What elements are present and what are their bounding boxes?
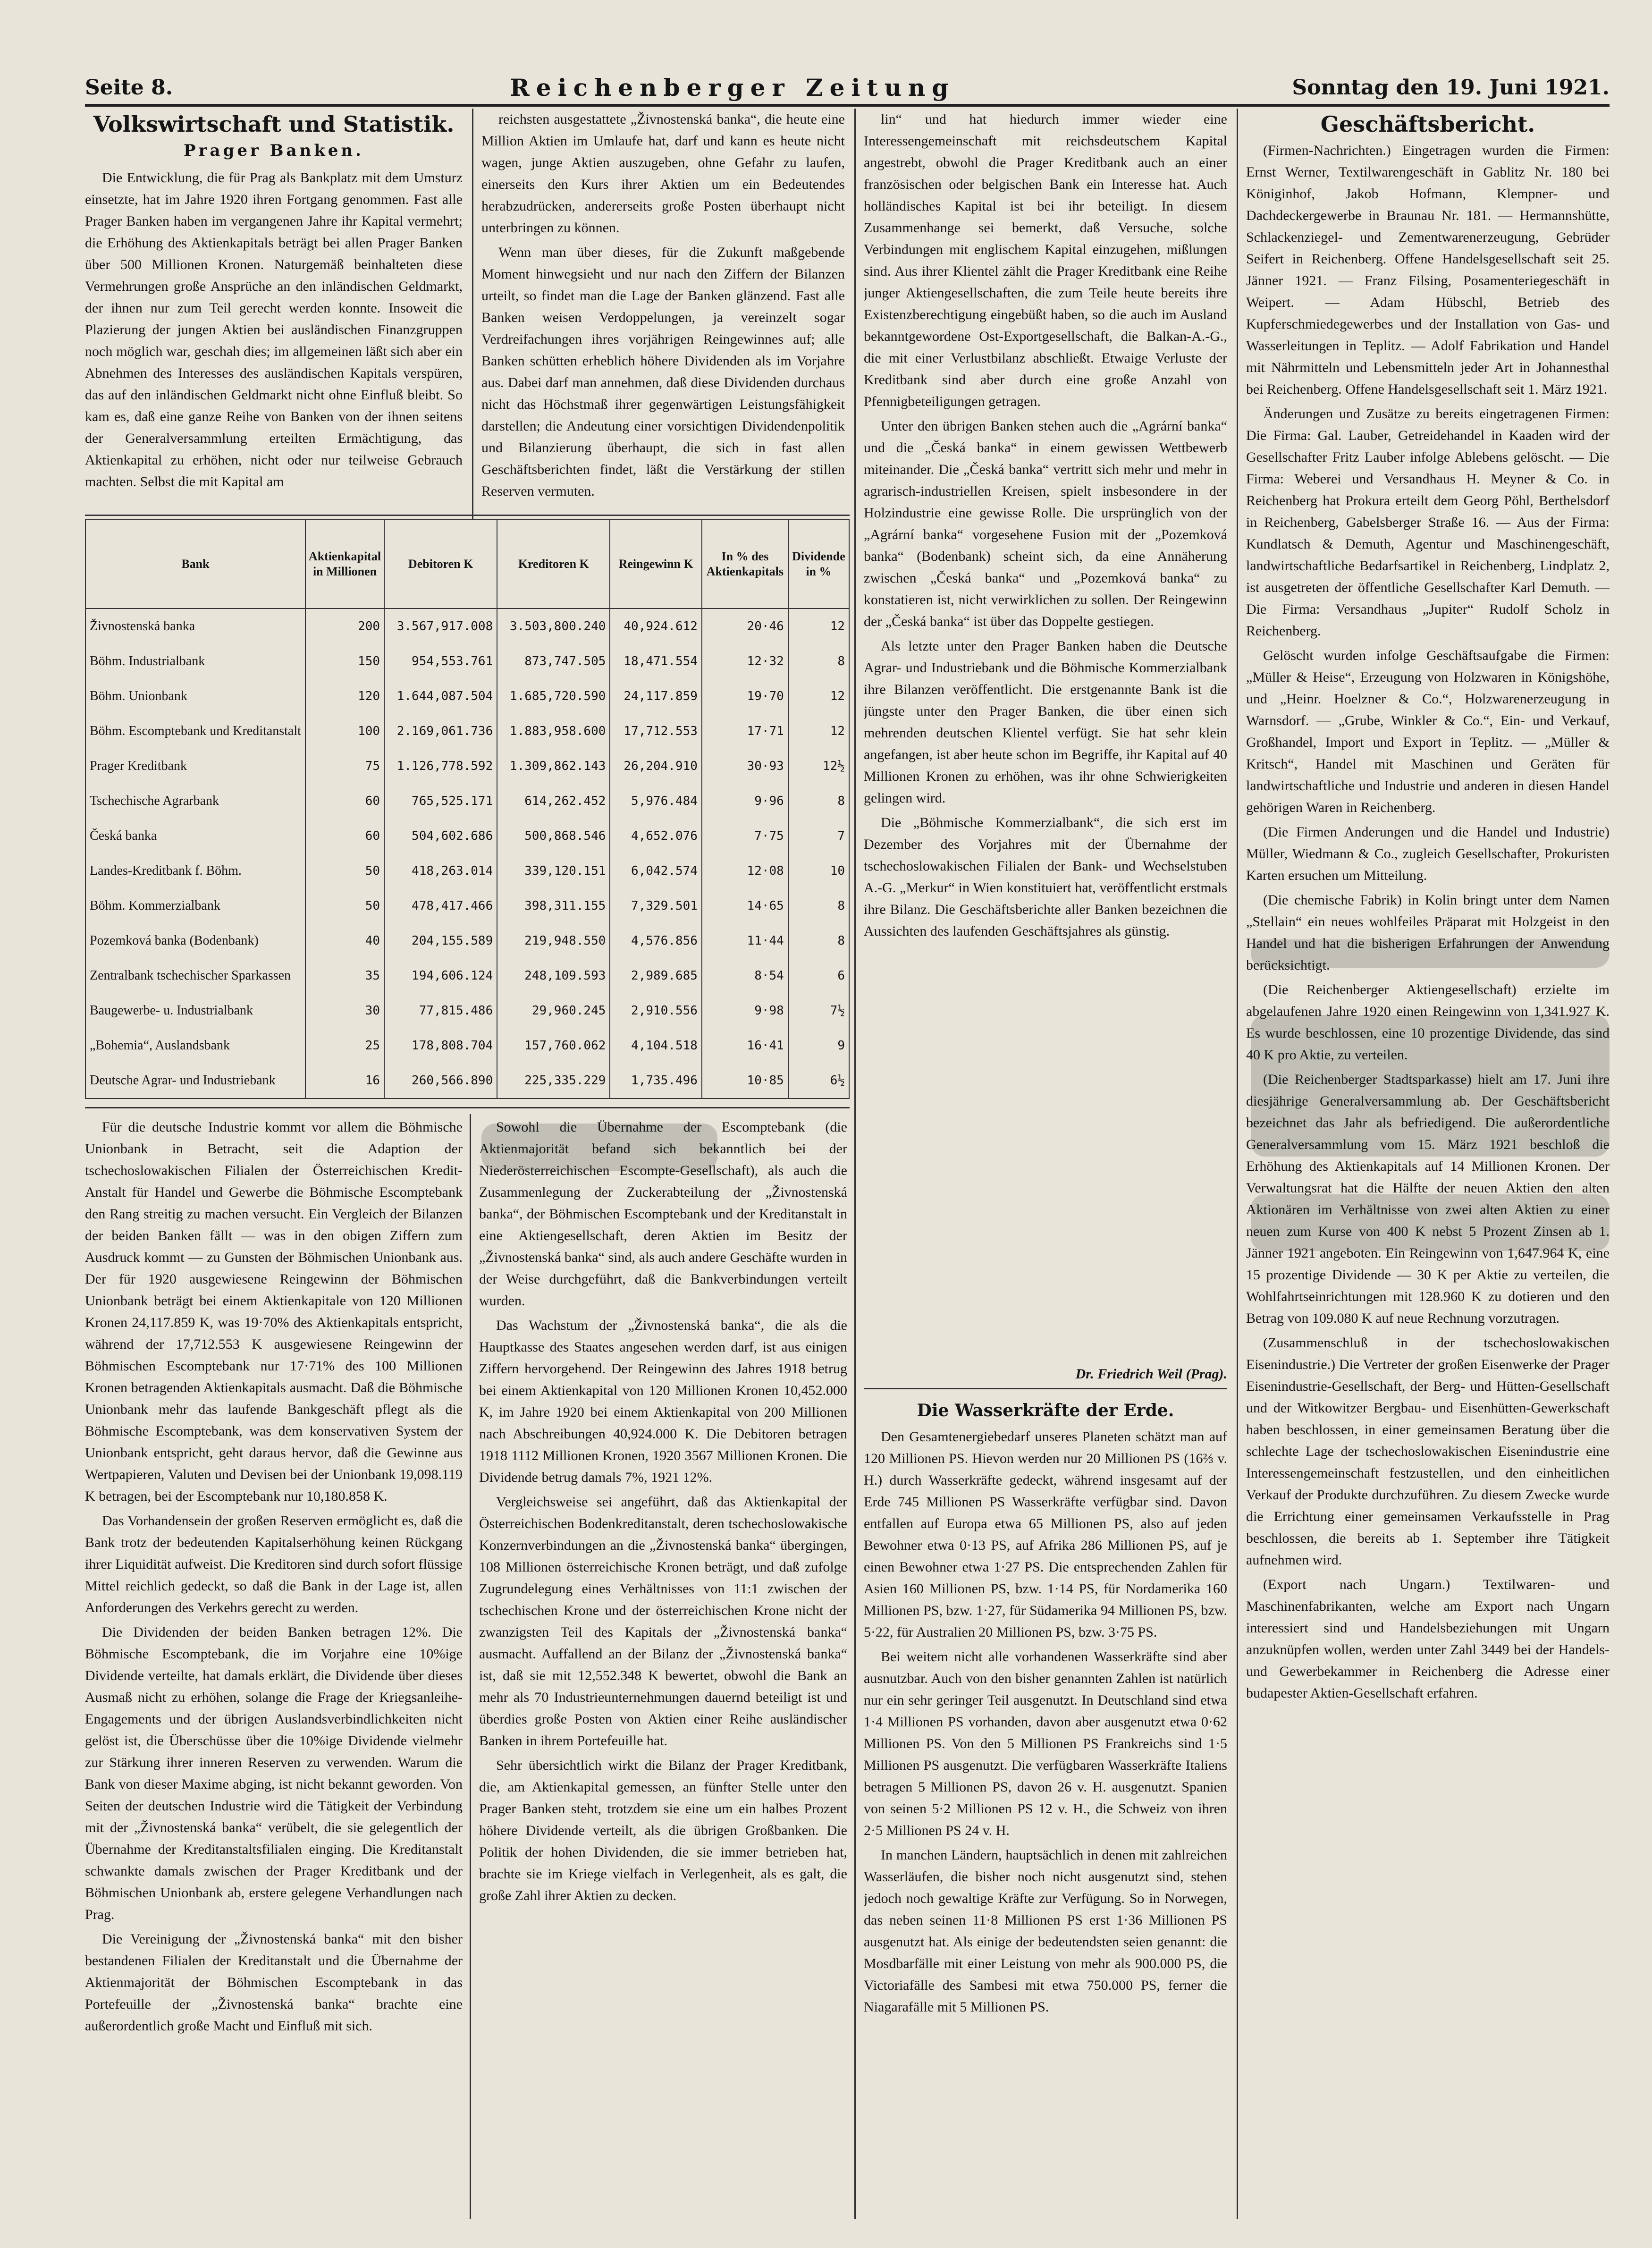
table-cell: 248,109.593 bbox=[497, 958, 610, 993]
economy-col3 bbox=[864, 109, 1227, 1355]
table-cell: 2.169,061.736 bbox=[384, 714, 497, 749]
table-cell: 7,329.501 bbox=[610, 888, 702, 923]
bank-name-cell: Böhm. Industrialbank bbox=[85, 644, 305, 679]
table-cell: 11·44 bbox=[702, 923, 788, 958]
economy-subtitle: Prager Banken. bbox=[184, 141, 364, 160]
business-paragraph: (Die Firmen Anderungen und die Handel und Industrie) Müller, Wiedmann & Co., zugleich Gesellschafter, Prokuristen Karten ersuchen um Mitteilung. bbox=[1246, 824, 1610, 883]
table-cell: 418,263.014 bbox=[384, 854, 497, 888]
column-rule-4 bbox=[470, 1114, 471, 2219]
table-cell: 4,652.076 bbox=[610, 819, 702, 854]
article-byline: Dr. Friedrich Weil (Prag). bbox=[1075, 1366, 1227, 1382]
table-cell: 150 bbox=[305, 644, 384, 679]
page-header bbox=[85, 71, 1610, 107]
bank-name-cell: Baugewerbe- u. Industrialbank bbox=[85, 993, 305, 1028]
economy-col3-paragraph: Als letzte unter den Prager Banken haben die Deutsche Agrar- und Industriebank und die Böhmische Kommerzialbank ihre Bilanzen veröffentlicht. Die erstgenannte Bank ist die jüngste unter den Prager Banken, die über einen sich mehrenden deutschen Klientel verfügt. Sie hat sehr klein angefangen, ist aber heute schon im Begriffe, ihr Kapital auf 40 Millionen Kronen zu erhöhen, was ihr ohne Schwierigkeiten gelingen wird. bbox=[864, 638, 1227, 806]
table-cell: 6½ bbox=[788, 1063, 849, 1099]
ink-smudge bbox=[1251, 1194, 1610, 1251]
table-cell: 10·85 bbox=[702, 1063, 788, 1099]
economy-body-paragraph: Das Vorhandensein der großen Reserven ermöglicht es, daß die Bank trotz der bedeutenden Kapitalserhöhung keinen Rückgang ihrer Liquidität aufweist. Die Kreditoren sind durch sofort flüssige Mittel reichlich gedeckt, so daß die Bank in der Lage ist, allen Anforderungen des Verkehrs gerecht zu werden. bbox=[85, 1513, 463, 1615]
table-cell: 478,417.466 bbox=[384, 888, 497, 923]
table-row bbox=[85, 1063, 849, 1099]
table-cell: 2,989.685 bbox=[610, 958, 702, 993]
business-paragraph: (Export nach Ungarn.) Textilwaren- und Maschinenfabrikanten, welche am Export nach Ungarn interessiert sind und Handelsbeziehungen mit Ungarn anzuknüpfen wollen, werden unter Zahl 3449 bei der Handels- und Gewerbekammer in Reichenberg die Adresse einer budapester Aktien-Gesellschaft erfahren. bbox=[1246, 1577, 1610, 1701]
table-header: Reingewinn K bbox=[610, 520, 702, 608]
table-cell: 25 bbox=[305, 1028, 384, 1063]
table-cell: 10 bbox=[788, 854, 849, 888]
table-cell: 29,960.245 bbox=[497, 993, 610, 1028]
table-cell: 500,868.546 bbox=[497, 819, 610, 854]
table-header: Bank bbox=[85, 520, 305, 608]
table-header: In % des Aktienkapitals bbox=[702, 520, 788, 608]
table-cell: 260,566.890 bbox=[384, 1063, 497, 1099]
table-cell: 8 bbox=[788, 888, 849, 923]
table-row bbox=[85, 854, 849, 888]
table-cell: 4,576.856 bbox=[610, 923, 702, 958]
business-paragraph: (Die Reichenberger Aktiengesellschaft) erzielte im abgelaufenen Jahre 1920 einen Reingewinn von 1,341.927 K. Es wurde beschlossen, eine 10 prozentige Dividende, das sind 40 K pro Aktie, zu verteilen. bbox=[1246, 982, 1610, 1063]
table-cell: 20·46 bbox=[702, 608, 788, 644]
table-cell: 16·41 bbox=[702, 1028, 788, 1063]
table-cell: 60 bbox=[305, 784, 384, 819]
table-row bbox=[85, 679, 849, 714]
business-paragraph: (Zusammenschluß in der tschechoslowakischen Eisenindustrie.) Die Vertreter der großen Eisenwerke der Prager Eisenindustrie-Gesellschaft, der Berg- und Hütten-Gesellschaft und der Witkowitzer Bergbau- und Eisenhütten-Gewerkschaft haben beschlossen, in einer gemeinsamen Beratung über die schlechte Lage der tschechoslowakischen Eisenindustrie eine Interessengemeinschaft festzustellen, und den einheitlichen Verkauf der Produkte durchzuführen. Zu diesem Zwecke wurde die Errichtung einer gemeinsamen Verkaufsstelle in Prag beschlossen, die bereits ab 1. September ihre Tätigkeit aufnehmen wird. bbox=[1246, 1335, 1610, 1568]
table-header: Dividende in % bbox=[788, 520, 849, 608]
table-cell: 12½ bbox=[788, 749, 849, 784]
ink-smudge bbox=[1251, 1015, 1610, 1157]
table-cell: 30 bbox=[305, 993, 384, 1028]
economy-body-paragraph: Für die deutsche Industrie kommt vor allem die Böhmische Unionbank in Betracht, seit die Adaption der tschechoslowakischen Filialen der Österreichischen Kredit-Anstalt für Handel und Gewerbe die Böhmische Escomptebank den Rang streitig zu machen versucht. Ein Vergleich der Bilanzen der beiden Banken fällt — was in den obigen Ziffern zum Ausdruck kommt — zu Gunsten der Böhmischen Unionbank aus. Der für 1920 ausgewiesene Reingewinn der Böhmischen Unionbank beträgt bei einem Aktienkapitale von 120 Millionen Kronen 24,117.859 K, was 19·70% des Aktienkapitals entspricht, während der 17,712.553 K ausgewiesene Reingewinn der Böhmischen Escomptebank nur 17·71% des 100 Millionen Kronen betragenden Aktienkapitals ausmacht. Daß die Böhmische Unionbank mehr das laufende Bankgeschäft pflegt als die Böhmische Escomptebank, was dem konservativen System der Unionbank entspricht, geht daraus hervor, daß die Gewinne aus Wertpapieren, Valuten und Devisen bei der Unionbank 19,098.119 K betragen, bei der Escomptebank nur 10,180.858 K. bbox=[85, 1119, 463, 1504]
bank-name-cell: „Bohemia“, Auslandsbank bbox=[85, 1028, 305, 1063]
table-cell: 8 bbox=[788, 784, 849, 819]
table-cell: 219,948.550 bbox=[497, 923, 610, 958]
bank-name-cell: Prager Kreditbank bbox=[85, 749, 305, 784]
economy-section-title: Volkswirtschaft und Statistik. bbox=[93, 111, 455, 137]
table-cell: 24,117.859 bbox=[610, 679, 702, 714]
table-row bbox=[85, 784, 849, 819]
water-article-paragraph: Den Gesamtenergiebedarf unseres Planeten schätzt man auf 120 Millionen PS. Hievon werden nur 20 Millionen PS (16⅔ v. H.) durch Wasserkräfte gedeckt, während insgesamt auf der Erde 745 Millionen PS Wasserkräfte verfügbar sind. Davon entfallen auf Europa etwa 65 Millionen PS, also auf jeden Bewohner etwa 0·13 PS, auf Afrika 286 Millionen PS, auf je einen Bewohner etwa 1·27 PS. Die entsprechenden Zahlen für Asien 160 Millionen PS, bzw. 1·14 PS, für Nordamerika 160 Millionen PS, bzw. 1·27, für Südamerika 94 Millionen PS, bzw. 5·22, für Australien 20 Millionen PS, bzw. 3·75 PS. bbox=[864, 1429, 1227, 1640]
table-cell: 398,311.155 bbox=[497, 888, 610, 923]
economy-body-paragraph: Das Wachstum der „Živnostenská banka“, die als die Hauptkasse des Staates angesehen werden darf, ist aus einigen Ziffern hervorgehend. Der Reingewinn des Jahres 1918 betrug bei einem Aktienkapital von 120 Millionen Kronen 10,452.000 K, im Jahre 1920 bei einem Aktienkapital von 200 Millionen nach Abschreibungen 40,924.000 K. Die Debitoren betragen 1918 1112 Millionen Kronen, 1920 3567 Millionen Kronen. Die Dividende betrug damals 7%, 1921 12%. bbox=[479, 1318, 847, 1485]
table-cell: 200 bbox=[305, 608, 384, 644]
business-paragraph: Gelöscht wurden infolge Geschäftsaufgabe die Firmen: „Müller & Heise“, Erzeugung von Holzwaren in Königshöhe, und „Heinr. Hoelzner & Co.“, Holzwarenerzeugung in Warnsdorf. — „Grube, Winkler & Co.“, Ein- und Verkauf, Großhandel, Import und Export in Teplitz. — „Müller & Kritsch“, Handel mit Maschinen und Geräten für landwirtschaftliche und Industrie und anderen in diesen Handel gehörigen Waren in Reichenberg. bbox=[1246, 648, 1610, 815]
table-cell: 2,910.556 bbox=[610, 993, 702, 1028]
economy-body-paragraph: Sehr übersichtlich wirkt die Bilanz der Prager Kreditbank, die, am Aktienkapital gemessen, an fünfter Stelle unter den Prager Banken steht, trotzdem sie eine um ein halbes Prozent höhere Dividende verteilt, als die übrigen Großbanken. Die Politik der hohen Dividenden, die sie immer betrieben hat, brachte sie im Kriege vielfach in Verlegenheit, als es galt, die große Zahl ihrer Aktien zu decken. bbox=[479, 1758, 847, 1903]
bank-table-body bbox=[85, 608, 849, 1099]
newspaper-title: Reichenberger Zeitung bbox=[510, 73, 955, 101]
table-row bbox=[85, 819, 849, 854]
table-cell: 12·32 bbox=[702, 644, 788, 679]
table-row bbox=[85, 608, 849, 644]
table-cell: 17,712.553 bbox=[610, 714, 702, 749]
page-number: Seite 8. bbox=[85, 75, 173, 100]
bank-name-cell: Landes-Kreditbank f. Böhm. bbox=[85, 854, 305, 888]
table-cell: 194,606.124 bbox=[384, 958, 497, 993]
table-cell: 35 bbox=[305, 958, 384, 993]
table-header: Debitoren K bbox=[384, 520, 497, 608]
table-cell: 5,976.484 bbox=[610, 784, 702, 819]
table-cell: 12 bbox=[788, 608, 849, 644]
table-cell: 40 bbox=[305, 923, 384, 958]
ink-smudge bbox=[1251, 939, 1610, 968]
table-cell: 1.126,778.592 bbox=[384, 749, 497, 784]
business-paragraph: (Die Reichenberger Stadtsparkasse) hielt am 17. Juni ihre diesjährige Generalversammlung ab. Der Geschäftsbericht bezeichnet das Jahr als befriedigend. Die außerordentliche Generalversammlung vom 15. März 1921 beschloß die Erhöhung des Aktienkapitals auf 14 Millionen Kronen. Der Verwaltungsrat hat die Hälfte der neuen Aktien den alten Aktionären im Verhältnisse von zwei alten Aktien zu einer neuen zum Kurse von 400 K nebst 5 Prozent Zinsen ab 1. Jänner 1921 angeboten. Ein Reingewinn von 1,647.964 K, eine 15 prozentige Dividende — 30 K per Aktie zu verteilen, die Wohlfahrtseinrichtungen mit 128.960 K zu dotieren und den Betrag von 109.080 K auf neue Rechnung vorzutragen. bbox=[1246, 1072, 1610, 1326]
table-cell: 9 bbox=[788, 1028, 849, 1063]
ink-smudge bbox=[481, 1124, 717, 1171]
table-row bbox=[85, 714, 849, 749]
table-cell: 8·54 bbox=[702, 958, 788, 993]
table-cell: 3.567,917.008 bbox=[384, 608, 497, 644]
table-header: Aktienkapital in Millionen bbox=[305, 520, 384, 608]
economy-body-paragraph: Vergleichsweise sei angeführt, daß das Aktienkapital der Österreichischen Bodenkreditanstalt, deren tschechoslowakische Konzernverbindungen an die „Živnostenská banka“ übergingen, 108 Millionen österreichische Kronen beträgt, und daß zufolge Zugrundelegung eines Verhältnisses von 11:1 zwischen der tschechischen Krone und der österreichischen Krone nicht der zwanzigsten Teil des Kapitals der „Živnostenská banka“ ausmacht. Auffallend an der Bilanz der „Živnostenská banka“ ist, daß sie mit 12,552.348 K bewertet, obwohl die Bank an mehr als 70 Industrieunternehmungen dauernd beteiligt ist und überdies große Posten von Aktien einer Reihe ausländischer Banken in ihrem Portefeuille hat. bbox=[479, 1494, 847, 1749]
economy-body-paragraph: Sowohl die Übernahme der Escomptebank (die Aktienmajorität befand sich bekanntlich bei der Niederösterreichischen Escompte-Gesellschaft), als auch die Zusammenlegung der Zuckerabteilung der „Živnostenská banka“, der Böhmischen Escomptebank und der Kreditanstalt in eine Aktiengesellschaft, deren Aktien im Besitz der „Živnostenská banka“ sind, als auch andere Geschäfte wurden in der Weise durchgeführt, daß die Bankverbindungen verteilt wurden. bbox=[479, 1119, 847, 1309]
bank-name-cell: Zentralbank tschechischer Sparkassen bbox=[85, 958, 305, 993]
table-cell: 19·70 bbox=[702, 679, 788, 714]
bank-name-cell: Živnostenská banka bbox=[85, 608, 305, 644]
table-cell: 504,602.686 bbox=[384, 819, 497, 854]
column-rule-1 bbox=[472, 109, 473, 519]
table-cell: 873,747.505 bbox=[497, 644, 610, 679]
economy-body-paragraph: Die Dividenden der beiden Banken betragen 12%. Die Böhmische Escomptebank, die im Vorjahre eine 10%ige Dividende verteilte, hat damals erklärt, die Dividende über dieses Ausmaß nicht zu erhöhen, solange die Frage der Kriegsanleihe-Engagements und der übrigen Auslandsverbindlichkeiten nicht gelöst ist, die Überschüsse über die 10%ige Dividende vielmehr zur Stärkung ihrer inneren Reserven zu verwenden. Warum die Bank von dieser Maxime abging, ist nicht bekannt geworden. Von Seiten der deutschen Industrie wird die Tätigkeit der Verbindung mit der „Živnostenská banka“ verübelt, die sie gelegentlich der Übernahme der Kreditanstaltsfilialen einging. Die Kreditanstalt schwankte damals zwischen der Prager Kreditbank und der Böhmischen Unionbank ab, erstere gelegene Verhandlungen nach Prag. bbox=[85, 1624, 463, 1922]
table-cell: 18,471.554 bbox=[610, 644, 702, 679]
bank-name-cell: Böhm. Unionbank bbox=[85, 679, 305, 714]
economy-intro-paragraph: reichsten ausgestattete „Živnostenská banka“, die heute eine Million Aktien im Umlaufe hat, darf und kann es heute nicht wagen, junge Aktien auszugeben, ohne Gefahr zu laufen, einerseits den Kurs ihrer Aktien um ein Bedeutendes herabzudrücken, andererseits große Posten überhaupt nicht unterbringen zu können. bbox=[481, 111, 845, 236]
table-cell: 1.685,720.590 bbox=[497, 679, 610, 714]
economy-intro-paragraph: Wenn man über dieses, für die Zukunft maßgebende Moment hinwegsieht und nur nach den Ziffern der Bilanzen urteilt, so findet man die Lage der Banken glänzend. Fast alle Banken weisen Verdoppelungen, ja vereinzelt sogar Verdreifachungen ihres vorjährigen Reingewinnes auf; alle Banken schütten erheblich höhere Dividenden als im Vorjahre aus. Dabei darf man annehmen, daß diese Dividenden durchaus nicht das Höchstmaß ihrer gegenwärtigen Leistungsfähigkeit darstellen; die Andeutung einer vorsichtigen Dividendenpolitik und Bilanzierung überhaupt, die sich in fast allen Geschäftsberichten findet, läßt die Verstärkung der stillen Reserven vermuten. bbox=[481, 245, 845, 499]
water-article-title: Die Wasserkräfte der Erde. bbox=[917, 1401, 1174, 1420]
table-cell: 30·93 bbox=[702, 749, 788, 784]
table-cell: 12 bbox=[788, 714, 849, 749]
business-report bbox=[1246, 109, 1610, 2219]
economy-col3-paragraph: Unter den übrigen Banken stehen auch die „Agrární banka“ und die „Česká banka“ in einem gewissen Wettbewerb miteinander. Die „Česká banka“ vertritt sich mehr und mehr in agrarisch-industriellen Kreisen, spielt insbesondere in der Holzindustrie eine gewisse Rolle. Die ursprünglich von der „Agrární banka“ vorgesehene Fusion mit der „Pozemková banka“ (Bodenbank) scheint sich, da eine Annäherung zwischen „Česká banka“ und „Pozemková banka“ zu konstatieren ist, nicht verwirklichen zu sollen. Der Reingewinn der „Česká banka“ ist über das Doppelte gestiegen. bbox=[864, 418, 1227, 629]
table-row bbox=[85, 644, 849, 679]
table-cell: 12 bbox=[788, 679, 849, 714]
table-cell: 1.309,862.143 bbox=[497, 749, 610, 784]
bank-name-cell: Česká banka bbox=[85, 819, 305, 854]
table-bottom-rule bbox=[85, 1107, 850, 1108]
table-cell: 204,155.589 bbox=[384, 923, 497, 958]
economy-body-col1 bbox=[85, 1116, 463, 2216]
table-cell: 16 bbox=[305, 1063, 384, 1099]
table-cell: 75 bbox=[305, 749, 384, 784]
table-cell: 8 bbox=[788, 644, 849, 679]
table-cell: 14·65 bbox=[702, 888, 788, 923]
table-cell: 157,760.062 bbox=[497, 1028, 610, 1063]
table-cell: 9·96 bbox=[702, 784, 788, 819]
water-article-paragraph: In manchen Ländern, hauptsächlich in denen mit zahlreichen Wasserläufen, die bisher noch nicht ausgenutzt sind, stehen jedoch noch gewaltige Kräfte zur Verfügung. So in Norwegen, das neben seinen 11·8 Millionen PS erst 1·36 Millionen PS ausgenutzt hat. Als einige der bedeutendsten seien genannt: die Mosdbarfälle mit einer Leistung von mehr als 900.000 PS, die Victoriafälle des Sambesi mit etwa 750.000 PS, ferner die Niagarafälle mit 5 Millionen PS. bbox=[864, 1847, 1227, 2015]
table-cell: 17·71 bbox=[702, 714, 788, 749]
table-cell: 225,335.229 bbox=[497, 1063, 610, 1099]
table-cell: 8 bbox=[788, 923, 849, 958]
bank-name-cell: Tschechische Agrarbank bbox=[85, 784, 305, 819]
table-header: Kreditoren K bbox=[497, 520, 610, 608]
table-cell: 50 bbox=[305, 888, 384, 923]
table-cell: 50 bbox=[305, 854, 384, 888]
column-rule-3 bbox=[1237, 109, 1238, 2219]
bank-name-cell: Böhm. Escomptebank und Kreditanstalt bbox=[85, 714, 305, 749]
table-row bbox=[85, 958, 849, 993]
economy-col3-paragraph: Die „Böhmische Kommerzialbank“, die sich erst im Dezember des Vorjahres mit der Übernahme der tschechoslowakischen Filialen der Bank- und Wechselstuben A.-G. „Merkur“ in Wien konstituiert hat, veröffentlicht erstmals ihre Bilanz. Die Geschäftsberichte aller Banken bezeichnen die Aussichten des laufenden Geschäftsjahres als günstig. bbox=[864, 815, 1227, 939]
table-cell: 178,808.704 bbox=[384, 1028, 497, 1063]
table-cell: 12·08 bbox=[702, 854, 788, 888]
table-cell: 6,042.574 bbox=[610, 854, 702, 888]
economy-body-col2 bbox=[479, 1116, 847, 2216]
business-paragraph: (Firmen-Nachrichten.) Eingetragen wurden die Firmen: Ernst Werner, Textilwarengeschäft in Gablitz Nr. 180 bei Königinhof, Jakob Hofmann, Klempner- und Dachdeckergewerbe in Braunau Nr. 181. — Hermannshütte, Schlackenziegel- und Zementwarenerzeugung, Gebrüder Seifert in Reichenberg. Offene Handelsgesellschaft seit 25. Jänner 1921. — Franz Filsing, Posamenteriegeschäft in Weipert. — Adam Hübschl, Betrieb des Kupferschmiedegewerbes und der Installation von Gas- und Wasserleitungen in Teplitz. — Adolf Fabrikation und Handel mit Nährmitteln und Lebensmitteln jeder Art in Johannesthal bei Reichenberg. Offene Handelsgesellschaft seit 1. März 1921. bbox=[1246, 143, 1610, 397]
column-rule-2 bbox=[854, 109, 856, 2219]
table-row bbox=[85, 1028, 849, 1063]
table-cell: 100 bbox=[305, 714, 384, 749]
economy-intro-paragraph: Die Entwicklung, die für Prag als Bankplatz mit dem Umsturz einsetzte, hat im Jahre 1920 ihren Fortgang genommen. Fast alle Prager Banken haben im vergangenen Jahre ihr Kapital vermehrt; die Erhöhung des Aktienkapitals beträgt bei allen Prager Banken über 500 Millionen Kronen. Naturgemäß beinhalteten diese Vermehrungen große Ansprüche an den inländischen Geldmarkt, der ihnen nur zum Teil gerecht werden konnte. Insoweit die Plazierung der jungen Aktien bei ausländischen Finanzgruppen noch möglich war, geschah dies; im allgemeinen läßt sich aber ein Abnehmen des Interesses des ausländischen Kapitals verspüren, das auf den inländischen Geldmarkt nicht ohne Einfluß bleibt. So kam es, daß eine ganze Reihe von Banken von der ihnen seitens der Generalversammlung erteilten Ermächtigung, das Aktienkapital zu erhöhen, nicht oder nur teilweise Gebrauch machten. Selbst die mit Kapital am bbox=[85, 170, 463, 490]
table-cell: 4,104.518 bbox=[610, 1028, 702, 1063]
table-cell: 6 bbox=[788, 958, 849, 993]
table-cell: 954,553.761 bbox=[384, 644, 497, 679]
business-paragraph: (Die chemische Fabrik) in Kolin bringt unter dem Namen „Stellain“ ein neues wohlfeiles Präparat mit Holzgeist in den Handel und hat die bisherigen Erfahrungen der Anwendung berücksichtigt. bbox=[1246, 892, 1610, 973]
business-paragraph: Änderungen und Zusätze zu bereits eingetragenen Firmen: Die Firma: Gal. Lauber, Getreidehandel in Kaaden wird der Gesellschafter Fritz Lauber infolge Ablebens gelöscht. — Die Firma: Weberei und Versandhaus H. Meyner & Co. in Reichenberg hat Prokura erteilt dem Georg Pöhl, Berthelsdorf in Reichenberg, Gabelsberger Straße 16. — Aus der Firma: Kundlatsch & Demuth, Agentur und Maschinengeschäft, landwirtschaftliche Bedarfsartikel in Reichenberg, Lindplatz 2, ist ausgetreten der öffentliche Gesellschafter Karl Demuth. — Die Firma: Versandhaus „Jupiter“ Rudolf Scholz in Reichenberg. bbox=[1246, 406, 1610, 639]
bank-name-cell: Böhm. Kommerzialbank bbox=[85, 888, 305, 923]
table-cell: 339,120.151 bbox=[497, 854, 610, 888]
bank-table bbox=[85, 519, 850, 1099]
table-cell: 7 bbox=[788, 819, 849, 854]
table-cell: 7½ bbox=[788, 993, 849, 1028]
table-cell: 614,262.452 bbox=[497, 784, 610, 819]
economy-body-paragraph: Die Vereinigung der „Živnostenská banka“ mit den bisher bestandenen Filialen der Kreditanstalt und die Übernahme der Aktienmajorität der Böhmischen Escomptebank in das Portefeuille der „Živnostenská banka“ brachte eine außerordentlich große Macht und Einfluß mit sich. bbox=[85, 1931, 463, 2034]
table-cell: 7·75 bbox=[702, 819, 788, 854]
table-header-row bbox=[85, 520, 849, 608]
table-cell: 77,815.486 bbox=[384, 993, 497, 1028]
table-cell: 765,525.171 bbox=[384, 784, 497, 819]
issue-date: Sonntag den 19. Juni 1921. bbox=[1292, 75, 1610, 100]
water-article bbox=[864, 1395, 1227, 2216]
business-report-title: Geschäftsbericht. bbox=[1320, 111, 1535, 137]
table-cell: 120 bbox=[305, 679, 384, 714]
table-cell: 60 bbox=[305, 819, 384, 854]
economy-intro-col2 bbox=[481, 109, 845, 515]
table-cell: 26,204.910 bbox=[610, 749, 702, 784]
table-row bbox=[85, 993, 849, 1028]
table-cell: 3.503,800.240 bbox=[497, 608, 610, 644]
bank-name-cell: Pozemková banka (Bodenbank) bbox=[85, 923, 305, 958]
table-top-rule bbox=[85, 515, 850, 516]
table-cell: 40,924.612 bbox=[610, 608, 702, 644]
economy-intro-col1 bbox=[85, 109, 463, 515]
water-article-paragraph: Bei weitem nicht alle vorhandenen Wasserkräfte sind aber ausnutzbar. Auch von den bisher genannten Zahlen ist natürlich nur ein sehr geringer Teil ausgenutzt. In Deutschland sind etwa 1·4 Millionen PS vorhanden, davon aber ausgenutzt etwa 0·62 Millionen PS. Von den 5 Millionen PS Frankreichs sind 1·5 Millionen PS ausgenutzt. Die verfügbaren Wasserkräfte Italiens betragen 5 Millionen PS, davon 26 v. H. ausgenutzt. Spanien von seinen 5·2 Millionen PS 12 v. H., die Schweiz von ihren 2·5 Millionen PS 24 v. H. bbox=[864, 1649, 1227, 1838]
table-cell: 1,735.496 bbox=[610, 1063, 702, 1099]
economy-col3-paragraph: lin“ und hat hiedurch immer wieder eine Interessengemeinschaft mit reichsdeutschem Kapital angestrebt, obwohl die Prager Kreditbank auch an einer französischen oder belgischen Bank ein Interesse hat. Auch holländisches Kapital ist bei ihr beteiligt. In diesem Zusammenhange sei bemerkt, daß Versuche, solche Verbindungen mit englischem Kapital einzugehen, mißlungen sind. Aus ihrer Klientel zählt die Prager Kreditbank eine Reihe junger Aktiengesellschaften, die zum Teile heute bereits ihre Existenzberechtigung eingebüßt haben, so die auch im Ausland bekanntgewordene Ost-Exportgesellschaft, die Balkan-A.-G., die mit einer Verlustbilanz abschließt. Etwaige Verluste der Kreditbank sind aber durch eine große Anzahl von Pfennigbeteiligungen getragen. bbox=[864, 111, 1227, 409]
table-cell: 9·98 bbox=[702, 993, 788, 1028]
table-row bbox=[85, 749, 849, 784]
bank-table-container bbox=[85, 519, 850, 1105]
table-row bbox=[85, 888, 849, 923]
table-row bbox=[85, 923, 849, 958]
table-cell: 1.644,087.504 bbox=[384, 679, 497, 714]
table-cell: 1.883,958.600 bbox=[497, 714, 610, 749]
water-article-top-rule bbox=[864, 1388, 1227, 1389]
bank-name-cell: Deutsche Agrar- und Industriebank bbox=[85, 1063, 305, 1099]
